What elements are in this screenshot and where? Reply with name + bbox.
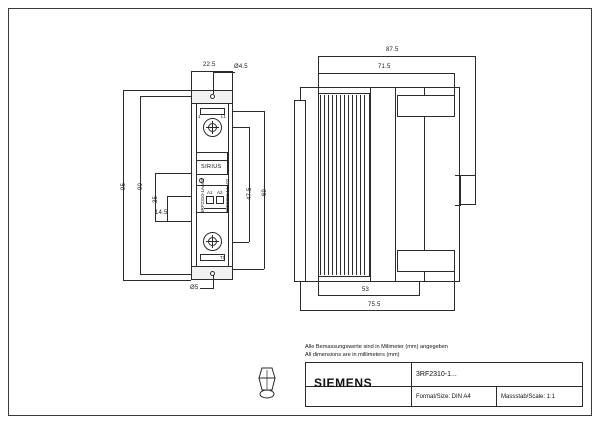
part-number: 3RF2310-1... (416, 371, 457, 378)
dim-dia-4-5-leader-h (213, 72, 235, 73)
front-view-module-underline (204, 208, 226, 209)
dim-95-label: 95 (121, 182, 127, 190)
side-view-division-3 (395, 87, 396, 282)
dim-14-5-line (167, 196, 168, 221)
terminal-a2-label: A2 (217, 190, 223, 195)
dim-22-5-ext-left (191, 71, 192, 91)
front-view-terminal-a2 (216, 196, 224, 204)
dim-dia-5-leader (213, 275, 214, 289)
sirius-brand-label: SIRIUS (201, 164, 222, 170)
dim-71-5-ext-right (454, 73, 455, 95)
dim-90-label: 90 (138, 182, 144, 190)
side-view-connector-stub (460, 175, 476, 205)
front-view-label-plate-divider (196, 160, 228, 161)
dim-53-label: 53 (362, 287, 370, 293)
dim-35-label: 35 (153, 195, 159, 203)
dim-71-5-label: 71.5 (378, 64, 391, 70)
terminal-1-label: 1 (198, 114, 201, 119)
dim-53-ext-left (318, 282, 319, 295)
side-view-left-foot (294, 100, 306, 282)
side-view-bottom-terminal (397, 250, 455, 272)
dim-90-ext-bottom (140, 274, 191, 275)
note-german: Alle Bemassungswerte sind in Milimeter (mm) angegeben (305, 344, 449, 350)
front-view-bottom-terminal-slot-v (212, 235, 213, 248)
dim-75-5-ext-left (300, 282, 301, 310)
dim-95-ext-top (123, 90, 191, 91)
dim-14-5-ext-bottom (167, 221, 191, 222)
dim-53-ext-right (419, 282, 420, 295)
dim-dia-5-leader-h (200, 288, 213, 289)
dim-69-ext-bottom (233, 269, 264, 270)
dim-69-label: 69 (262, 188, 268, 196)
dim-dia-4-5-label: Ø4.5 (234, 64, 248, 70)
dim-47-5-ext-top (233, 127, 249, 128)
terminal-l1-label: L1 (221, 114, 226, 119)
dim-22-5-ext-right (232, 71, 233, 91)
screwdriver-detail-symbol (250, 366, 292, 406)
note-english: All dimensions are in millimeters (mm) (305, 352, 400, 358)
dim-47-5-ext-bottom (233, 242, 249, 243)
side-view-connector-bottom-chamfer (455, 205, 461, 206)
dim-47-5-label: 47.5 (247, 187, 253, 200)
front-view-terminal-a1 (206, 196, 214, 204)
dim-71-5-ext-left (318, 73, 319, 87)
title-block (305, 362, 583, 407)
dim-dia-5-label: Ø5 (190, 285, 199, 291)
side-view-division-2 (370, 87, 371, 282)
dim-75-5-label: 75.5 (368, 302, 381, 308)
dim-71-5-line (318, 73, 455, 74)
dim-dia-4-5-leader (213, 72, 214, 94)
side-view-connector-top-chamfer (455, 175, 461, 176)
title-block-divider-vertical-2 (496, 386, 497, 406)
manufacturer-logo: SIEMENS (314, 376, 373, 390)
front-view-top-terminal-slot-v (212, 121, 213, 134)
dim-95-ext-bottom (123, 280, 191, 281)
dim-69-ext-top (233, 111, 264, 112)
title-block-divider-vertical (411, 363, 412, 406)
device-type-label-left: 3RF2310-1AA02 (200, 178, 205, 213)
format-label: Format/Size: DIN A4 (416, 394, 471, 400)
dim-75-5-ext-right (454, 272, 455, 310)
terminal-t1-label: T1 (220, 255, 226, 260)
dim-14-5-ext-top (167, 196, 191, 197)
scale-label: Massstab/Scale: 1:1 (501, 394, 556, 400)
mounting-hole-top (210, 94, 215, 99)
dim-87-5-ext-right (475, 56, 476, 176)
device-type-label-right: 3RF2310-1AA02 (225, 178, 230, 213)
dim-87-5-label: 87.5 (386, 47, 399, 53)
dim-75-5-line (300, 310, 455, 311)
terminal-a1-label: A1 (207, 190, 213, 195)
dim-35-ext-top (155, 173, 191, 174)
side-view-heatsink-frame (318, 93, 370, 277)
dim-22-5-label: 22.5 (203, 62, 216, 68)
dim-47-5-line (249, 127, 250, 242)
dim-14-5-label: 14.5 (155, 210, 168, 216)
dim-53-line (318, 295, 420, 296)
dim-87-5-line (318, 56, 476, 57)
dim-90-ext-top (140, 96, 191, 97)
side-view-top-terminal (397, 95, 455, 117)
